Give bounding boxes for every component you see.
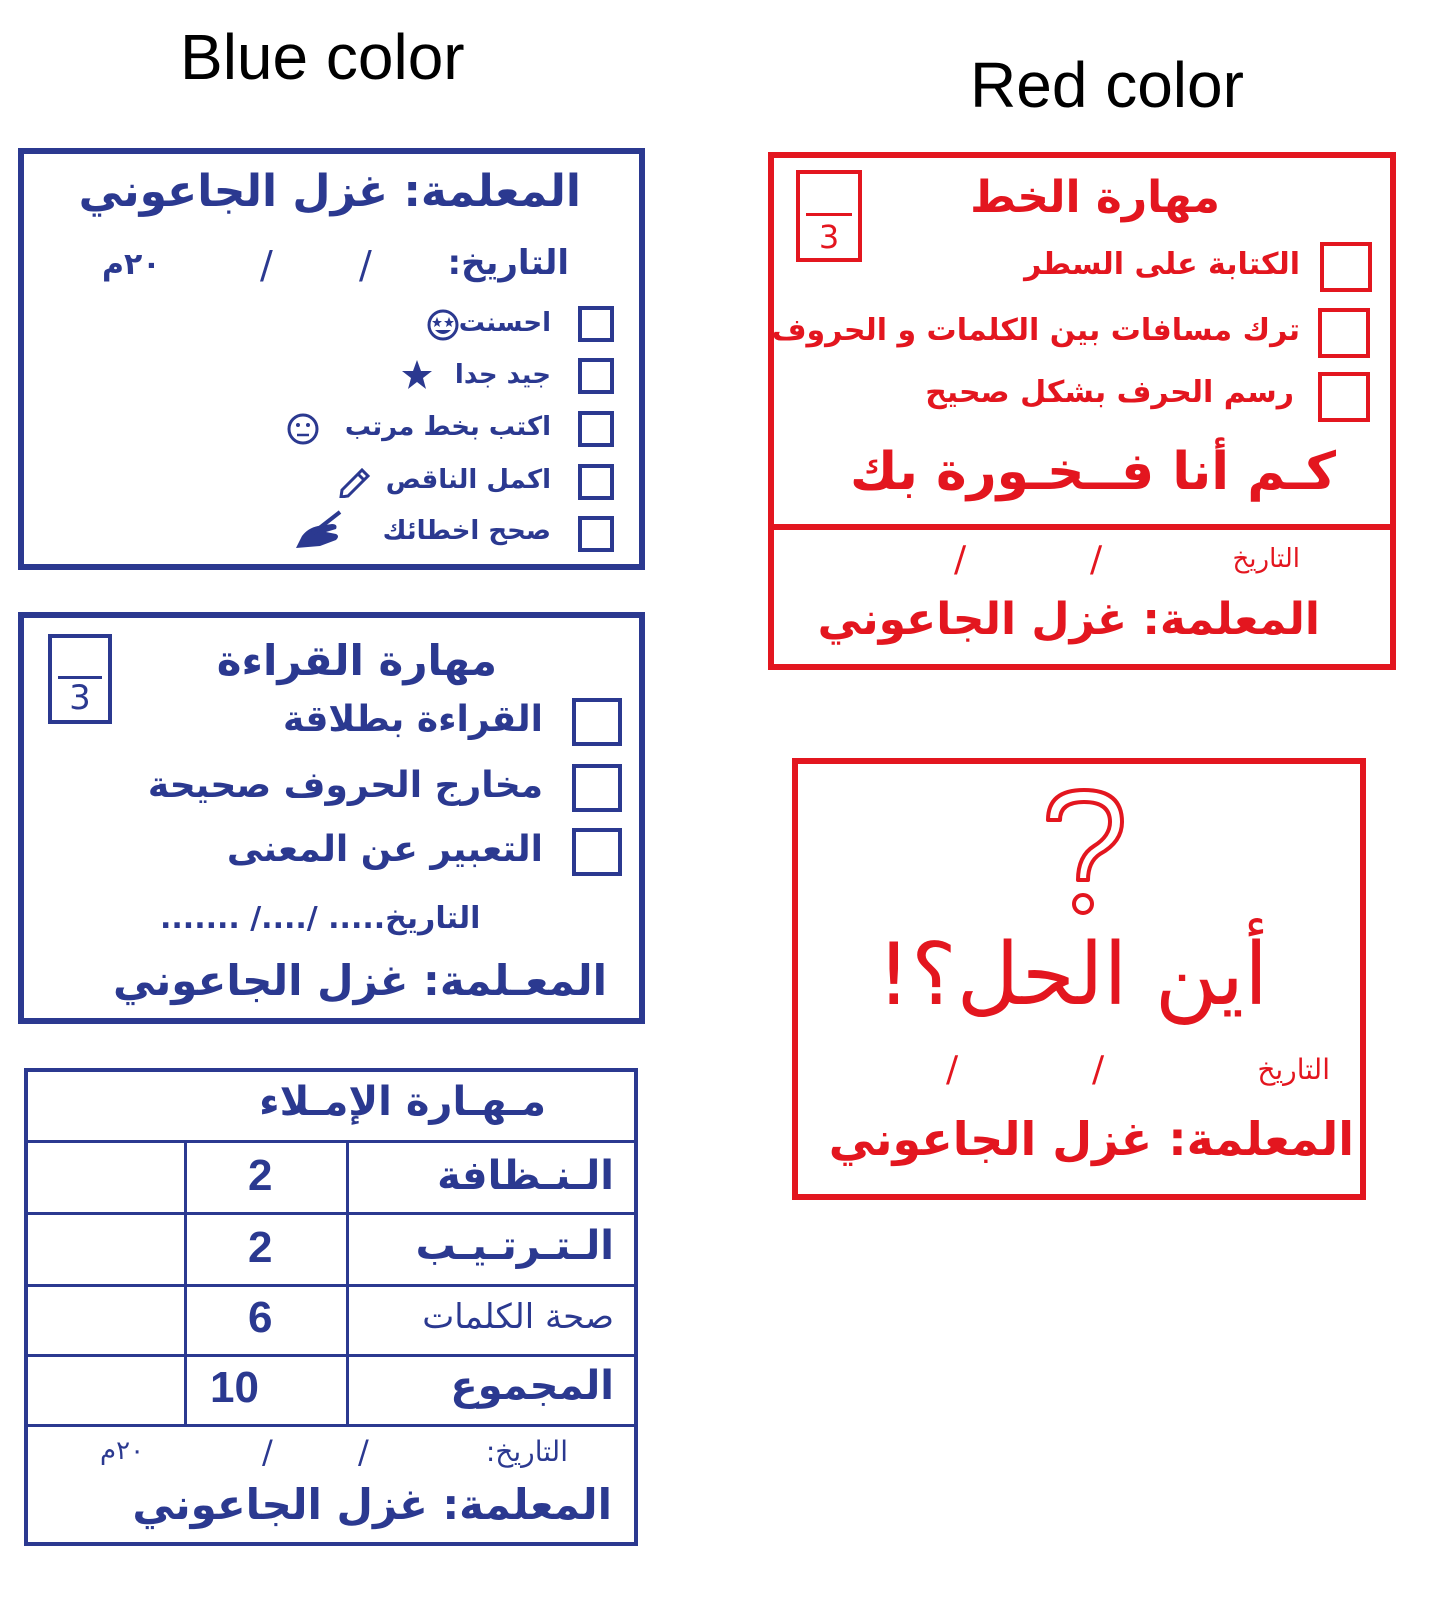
stamp-where-solution [792, 758, 1366, 1200]
option-label: جيد جدا [454, 360, 551, 390]
teacher-name: المعـلمة: غزل الجاعوني [113, 956, 607, 1005]
checkbox[interactable] [1320, 242, 1372, 292]
stamp-title: مهارة القراءة [216, 636, 497, 685]
row-score: 2 [248, 1151, 273, 1200]
score-denominator: 3 [818, 218, 840, 256]
teacher-name: المعلمة: غزل الجاعوني [817, 594, 1320, 645]
stamp-reading-skill [18, 612, 645, 1024]
row-label: الـتـرتـيـب [415, 1223, 614, 1269]
stamp-title: مهارة الخط [970, 172, 1220, 223]
checkbox[interactable] [572, 828, 622, 876]
date-slash: / [1092, 1049, 1105, 1090]
handwriting-item: ترك مسافات بين الكلمات و الحروف [771, 313, 1300, 348]
star-eyes-emoji-icon [426, 308, 460, 342]
date-slash: / [1090, 539, 1103, 580]
neutral-face-icon [286, 412, 320, 446]
heading-blue-color: Blue color [180, 21, 465, 93]
date-label: التاريخ: [447, 243, 569, 283]
row-label: صحة الكلمات [422, 1297, 614, 1337]
divider [184, 1140, 187, 1427]
date-line: ....... /..../ .....التاريخ [160, 901, 481, 936]
checkbox[interactable] [578, 306, 614, 342]
checkbox[interactable] [572, 764, 622, 812]
date-slash: / [260, 243, 273, 287]
year-label: ٢٠م [100, 1436, 145, 1466]
option-label: اكتب بخط مرتب [344, 412, 551, 442]
divider [774, 524, 1390, 530]
teacher-name: المعلمة: غزل الجاعوني [828, 1112, 1354, 1166]
reading-item: مخارج الحروف صحيحة [147, 765, 543, 806]
divider [28, 1424, 634, 1427]
teacher-name: المعلمة: غزل الجاعوني [132, 1480, 612, 1529]
score-box [48, 634, 112, 724]
checkbox[interactable] [578, 411, 614, 447]
row-score: 10 [210, 1363, 259, 1412]
divider [346, 1140, 349, 1427]
row-label: المجموع [450, 1363, 614, 1409]
teacher-name: المعلمة: غزل الجاعوني [78, 166, 581, 217]
date-label: التاريخ: [485, 1435, 568, 1468]
date-slash: / [358, 1433, 369, 1471]
writing-hand-icon [292, 510, 344, 552]
handwriting-item: الكتابة على السطر [1024, 247, 1300, 282]
divider [28, 1140, 634, 1143]
stamp-handwriting-skill [768, 152, 1396, 670]
divider [28, 1212, 634, 1215]
score-denominator: 3 [69, 678, 91, 718]
row-score: 6 [248, 1293, 273, 1342]
reading-item: القراءة بطلاقة [282, 699, 543, 740]
date-slash: / [954, 539, 967, 580]
date-label: التاريخ [1257, 1053, 1330, 1086]
option-label: اكمل الناقص [385, 465, 551, 495]
option-label: احسنت [458, 308, 551, 338]
date-slash: / [262, 1433, 273, 1471]
stamp-general-feedback [18, 148, 645, 570]
checkbox[interactable] [1318, 372, 1370, 422]
handwriting-item: رسم الحرف بشكل صحيح [925, 375, 1294, 410]
checkbox[interactable] [1318, 308, 1370, 358]
date-slash: / [359, 243, 372, 287]
divider [28, 1354, 634, 1357]
question-mark-icon [1034, 784, 1134, 924]
stamp-dictation-skill [24, 1068, 638, 1546]
year-label: ٢٠م [102, 247, 161, 282]
date-label: التاريخ [1232, 544, 1300, 574]
stamp-title: مـهـارة الإمـلاء [259, 1079, 546, 1125]
reading-item: التعبير عن المعنى [226, 829, 543, 870]
date-slash: / [946, 1049, 959, 1090]
option-label: صحح اخطائك [382, 516, 551, 546]
checkbox[interactable] [578, 464, 614, 500]
heading-red-color: Red color [970, 49, 1244, 121]
checkbox[interactable] [572, 698, 622, 746]
stamp-title: أين الحل؟! [876, 925, 1268, 1025]
checkbox[interactable] [578, 358, 614, 394]
row-label: الـنـظافة [437, 1153, 614, 1199]
pencil-icon [338, 464, 372, 498]
praise-text: كـم أنا فــخـورة بك [849, 442, 1336, 502]
row-score: 2 [248, 1223, 273, 1272]
checkbox[interactable] [578, 516, 614, 552]
score-box [796, 170, 862, 262]
star-icon [400, 358, 434, 392]
divider [28, 1284, 634, 1287]
